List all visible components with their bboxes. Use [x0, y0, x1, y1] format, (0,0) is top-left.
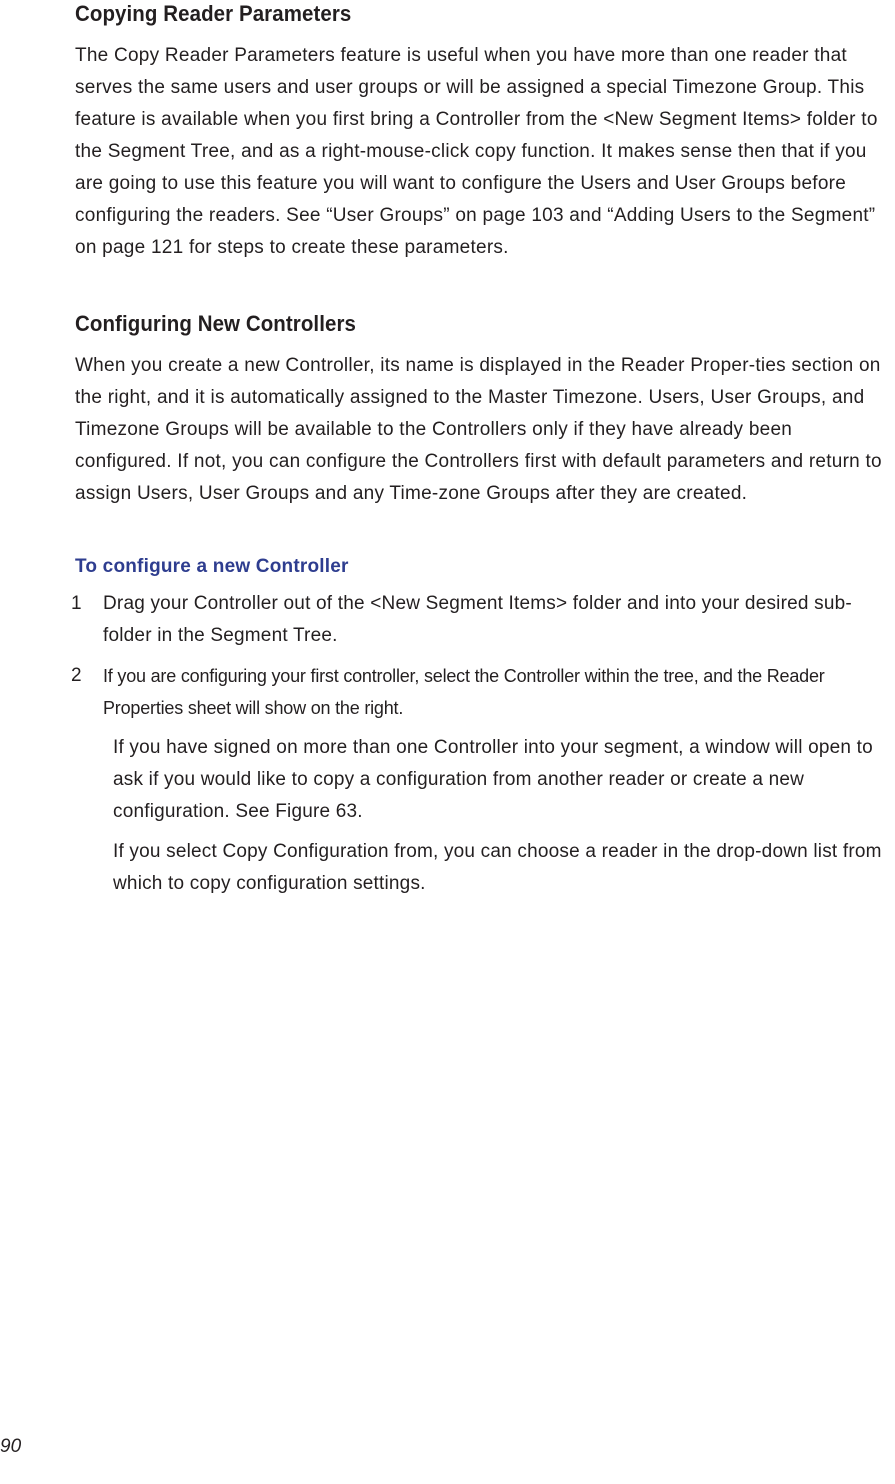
procedure-step [65, 588, 893, 652]
step-text: Drag your Controller out of the <New Segment Items> folder and into your desired sub-folder in the Segment Tree. [103, 593, 852, 646]
section-heading-configuring-new-controllers: Configuring New Controllers [75, 311, 356, 336]
step-number: 1 [71, 593, 82, 614]
procedure-step [65, 660, 893, 724]
step-note-paragraph: If you select Copy Configuration from, you can choose a reader in the drop-down list from which to copy configuration settings. [113, 841, 882, 894]
page-number: 90 [0, 1436, 22, 1457]
step-text: If you are configuring your first controller, select the Controller within the tree, and the Reader Properties sheet will show on the right. [103, 666, 825, 718]
step-note-paragraph: If you have signed on more than one Controller into your segment, a window will open to ask if you would like to copy a configuration from another reader or create a new configuration. See Figure 63. [113, 737, 873, 822]
paragraph-configuring-new-controllers: When you create a new Controller, its name is displayed in the Reader Proper-ties section on the right, and it is automatically assigned to the Master Timezone. Users, User Groups, and Timezone Groups will be available to the Controllers only if they have already been configured. If not, you can configure the Controllers first with default parameters and return to assign Users, User Groups and any Time-zone Groups after they are created. [75, 355, 882, 504]
procedure-steps-list [65, 588, 893, 724]
page-content [71, 0, 893, 900]
section-heading-copying-reader-parameters: Copying Reader Parameters [75, 1, 352, 26]
step-number: 2 [71, 665, 82, 686]
procedure-title: To configure a new Controller [75, 556, 349, 577]
paragraph-copying-reader-parameters: The Copy Reader Parameters feature is useful when you have more than one reader that serves the same users and user groups or will be assigned a special Timezone Group. This feature is available when you first bring a Controller from the <New Segment Items> folder to the Segment Tree, and as a right-mouse-click copy function. It makes sense then that if you are going to use this feature you will want to configure the Users and User Groups before configuring the readers. See “User Groups” on page 103 and “Adding Users to the Segment” on page 121 for steps to create these parameters. [75, 45, 878, 258]
